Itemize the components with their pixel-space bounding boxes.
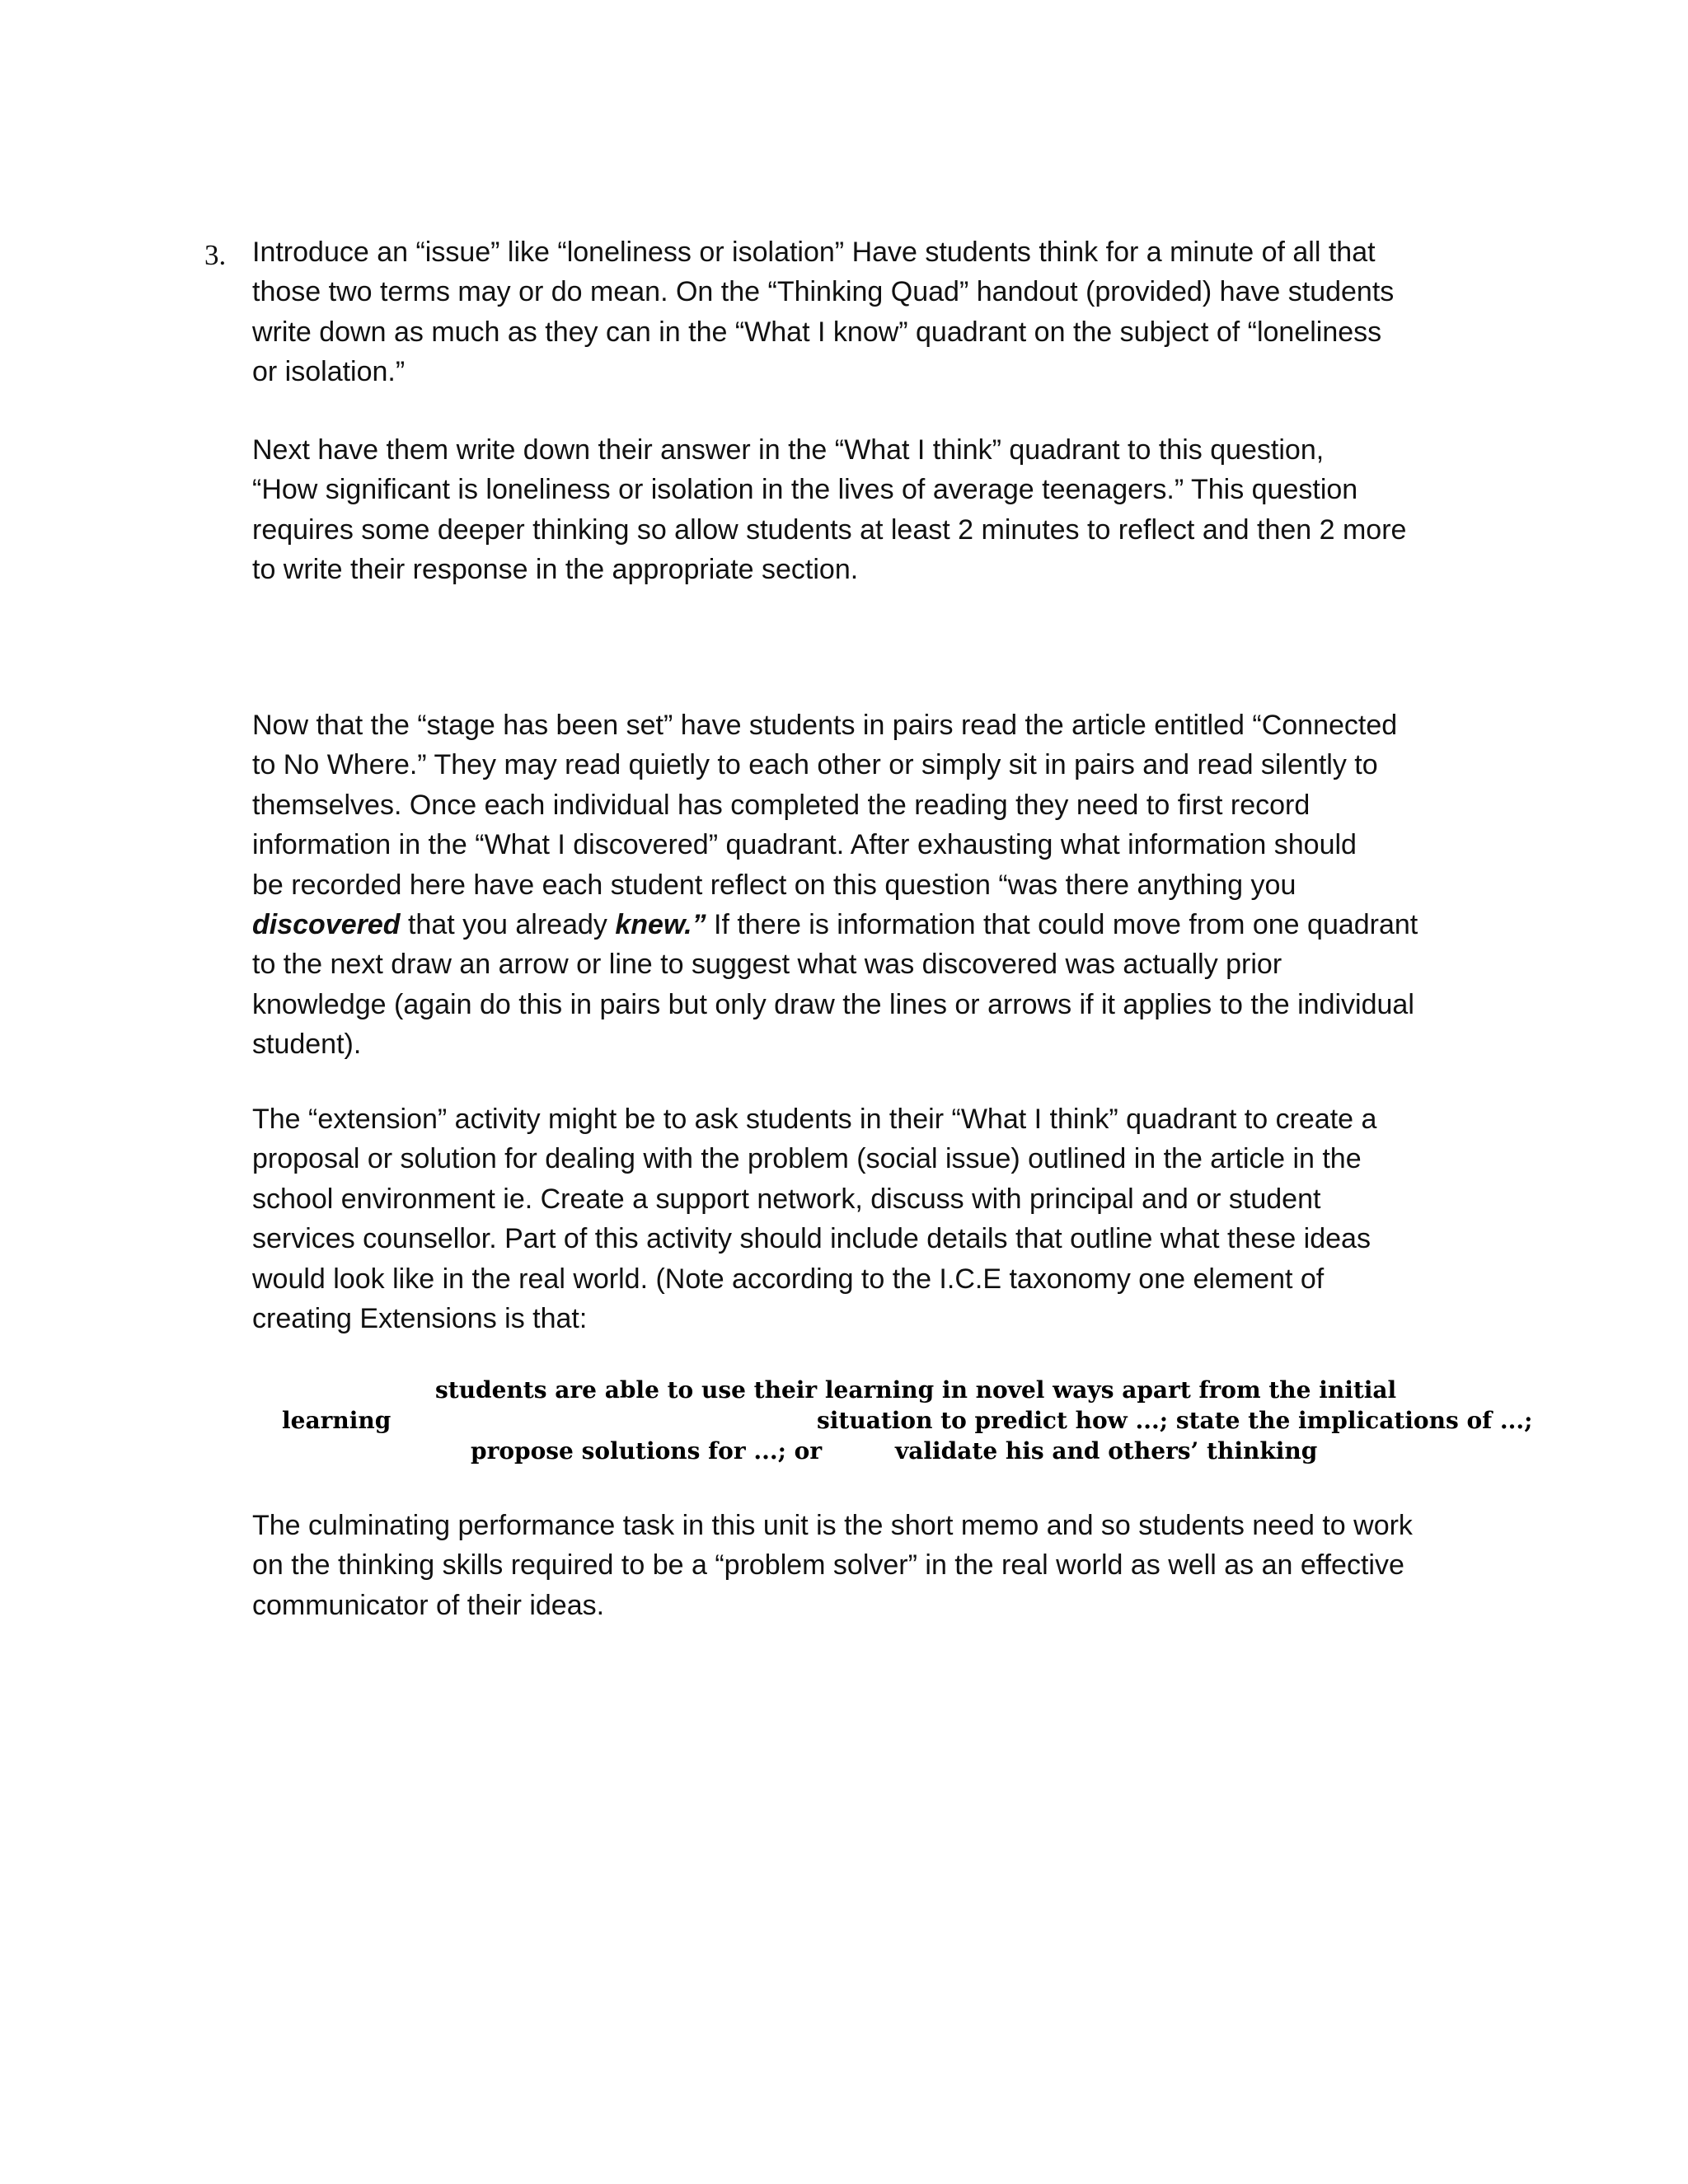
emphasis-knew: knew.” <box>615 909 706 941</box>
text-line: Introduce an “issue” like “loneliness or isolation” Have students think for a minute of all that <box>252 237 1376 268</box>
text-line: be recorded here have each student reflect on this question “was there anything you <box>252 869 1296 901</box>
quote-line: propose solutions for ...; or <box>471 1437 823 1465</box>
text-line: themselves. Once each individual has completed the reading they need to first record <box>252 789 1311 821</box>
quote-line: students are able to use their learning in novel ways apart from the initial <box>435 1376 1397 1404</box>
text-line: proposal or solution for dealing with the problem (social issue) outlined in the article in the <box>252 1143 1362 1175</box>
text-line: knowledge (again do this in pairs but only draw the lines or arrows if it applies to the individual <box>252 988 1414 1020</box>
text-line-mixed <box>252 905 1522 944</box>
text-line: or isolation.” <box>252 356 406 388</box>
text-line: write down as much as they can in the “What I know” quadrant on the subject of “loneliness <box>252 316 1382 348</box>
paragraph-extension-activity <box>252 1099 1522 1338</box>
text-line: student). <box>252 1029 362 1061</box>
text-line: The “extension” activity might be to ask students in their “What I think” quadrant to create a <box>252 1104 1377 1135</box>
text-line: would look like in the real world. (Note according to the I.C.E taxonomy one element of <box>252 1263 1325 1295</box>
text-fragment: If there is information that could move from one quadrant <box>706 909 1418 941</box>
quote-word-learning: learning <box>282 1407 392 1434</box>
text-line: requires some deeper thinking so allow students at least 2 minutes to reflect and then 2 more <box>252 513 1407 546</box>
quote-line: situation to predict how ...; state the implications of ...; <box>817 1407 1533 1434</box>
paragraph-introduce-issue <box>252 232 1522 392</box>
text-line: The culminating performance task in this unit is the short memo and so students need to work <box>252 1510 1413 1541</box>
text-line: to the next draw an arrow or line to suggest what was discovered was actually prior <box>252 949 1282 981</box>
text-line: those two terms may or do mean. On the “Thinking Quad” handout (provided) have students <box>252 276 1395 308</box>
emphasis-discovered: discovered <box>252 909 401 941</box>
paragraph-what-i-think <box>252 430 1522 590</box>
text-line: services counsellor. Part of this activity should include details that outline what these ideas <box>252 1223 1371 1255</box>
text-fragment: that you already <box>400 909 616 941</box>
text-line: to No Where.” They may read quietly to each other or simply sit in pairs and read silently to <box>252 749 1378 781</box>
text-line: “How significant is loneliness or isolation in the lives of average teenagers.” This question <box>252 474 1358 506</box>
text-line: school environment ie. Create a support network, discuss with principal and or student <box>252 1183 1321 1215</box>
text-line: information in the “What I discovered” quadrant. After exhausting what information should <box>252 829 1357 861</box>
text-line: Next have them write down their answer in the “What I think” quadrant to this question, <box>252 434 1325 466</box>
list-item-number: 3. <box>204 239 227 271</box>
text-line: communicator of their ideas. <box>252 1589 605 1621</box>
text-line: on the thinking skills required to be a “problem solver” in the real world as well as an effective <box>252 1549 1404 1582</box>
ice-taxonomy-quote <box>252 1375 1538 1474</box>
paragraph-reading-activity <box>252 705 1522 1065</box>
text-line: to write their response in the appropriate section. <box>252 554 859 586</box>
paragraph-culminating-task <box>252 1506 1522 1625</box>
text-line: creating Extensions is that: <box>252 1303 588 1335</box>
quote-line: validate his and others’ thinking <box>895 1437 1318 1465</box>
text-line: Now that the “stage has been set” have students in pairs read the article entitled “Connected <box>252 710 1398 741</box>
